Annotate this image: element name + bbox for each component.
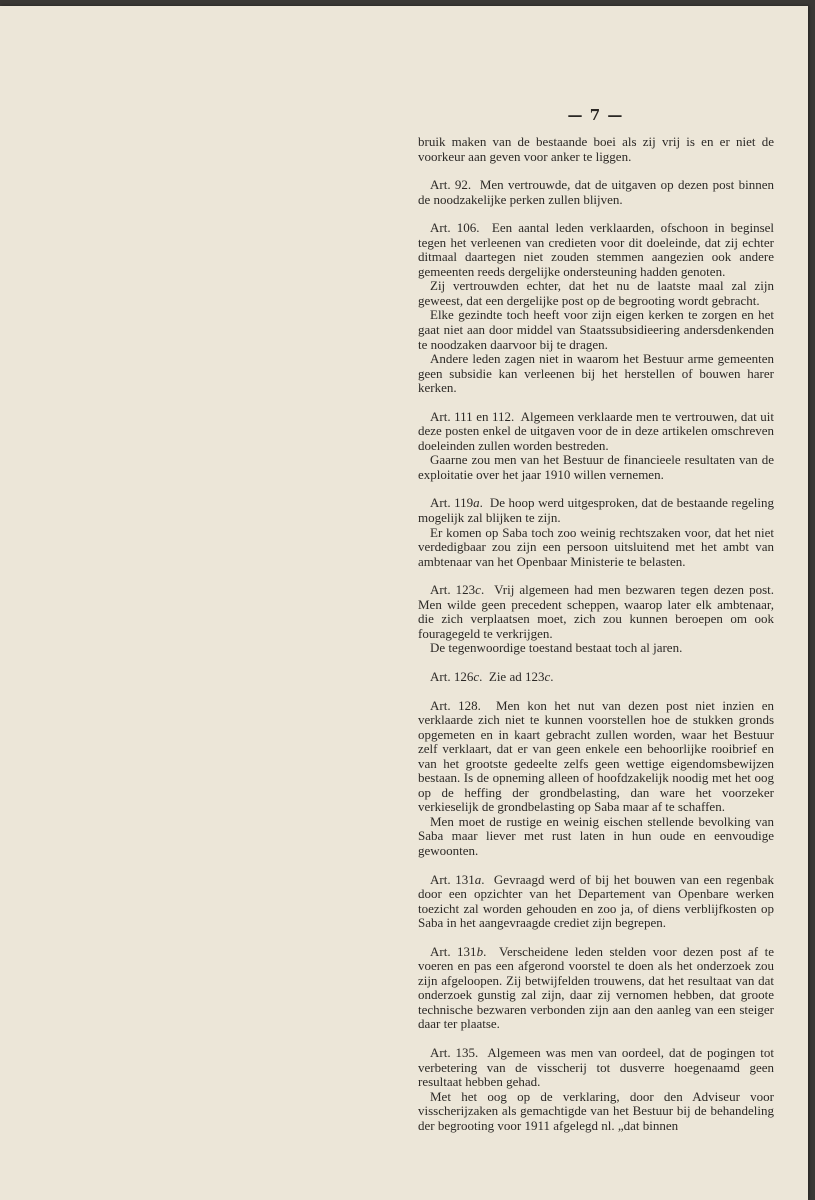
section-art-131a <box>418 873 774 931</box>
section-art-123c <box>418 583 774 656</box>
paragraph: Er komen op Saba toch zoo weinig rechtszaken voor, dat het niet verdedigbaar zou zijn een persoon uitsluitend met het ambt van ambtenaar van het Openbaar Ministerie te belasten. <box>418 524 774 569</box>
paragraph: Art. 128. Men kon het nut van dezen post niet inzien en verklaarde zich niet te kunnen voorstellen hoe de stukken gronds opgemeten en in kaart gebracht zullen worden, waar het Bestuur zelf verklaart, dat er van geen enkele een behoorlijke rooibrief en van het grootste gedeelte zelfs geen wettige eigendomsbewijzen bestaan. Is de opneming alleen of hoofdzakelijk noodig met het oog op de heffing der grondbelasting, dan ware het voorzeker verkieselijk de grondbelasting op Saba maar af te schaffen. <box>418 697 774 815</box>
paragraph: Men moet de rustige en weinig eischen stellende bevolking van Saba maar liever met rust laten in hun oude en eenvoudige gewoonten. <box>418 813 774 858</box>
paragraph: Art. 119a. De hoop werd uitgesproken, dat de bestaande regeling mogelijk zal blijken te zijn. <box>418 495 774 526</box>
paragraph: Art. 135. Algemeen was men van oordeel, dat de pogingen tot verbetering van de visscherij tot dusverre hoegenaamd geen resultaat hebben gehad. <box>418 1044 774 1090</box>
paragraph <box>418 670 774 685</box>
article-heading: Art. 123c. <box>430 582 485 598</box>
section-art-128 <box>418 699 774 859</box>
article-heading: Art. 128. <box>430 697 481 713</box>
paragraph: Art. 106. Een aantal leden verklaarden, ofschoon in beginsel tegen het verleenen van credieten voor dit doeleinde, dat zij echter ditmaal daartegen niet zouden stemmen aangezien ook andere gemeenten reeds dergelijke ondersteuning hadden genoten. <box>418 220 775 279</box>
paragraph: De tegenwoordige toestand bestaat toch al jaren. <box>430 640 683 656</box>
section-art-119a <box>418 496 774 569</box>
section-art-135 <box>418 1046 774 1133</box>
article-heading: Art. 131a. <box>430 871 485 887</box>
paragraph: Gaarne zou men van het Bestuur de financieele resultaten van de exploitatie over het jaar 1910 willen vernemen. <box>418 452 774 482</box>
paragraph: Art. 92. Men vertrouwde, dat de uitgaven op dezen post binnen de noodzakelijke perken zullen blijven. <box>418 177 774 207</box>
document-page <box>0 6 808 1200</box>
paragraph: Elke gezindte toch heeft voor zijn eigen kerken te zorgen en het gaat niet aan door middel van Staatssubsidieering andersdenkenden te noodzaken daarvoor bij te dragen. <box>418 307 774 352</box>
section-art-106 <box>418 221 774 396</box>
paragraph: Art. 123c. Vrij algemeen had men bezwaren tegen dezen post. Men wilde geen precedent scheppen, waarop later elk ambtenaar, die zich verplaatsen moet, zich zou kunnen beroepen om ook fouragegeld te verkrijgen. <box>418 582 775 641</box>
section-art-111-112 <box>418 410 774 483</box>
paragraph: bruik maken van de bestaande boei als zij vrij is en er niet de voorkeur aan geven voor anker te liggen. <box>418 134 774 164</box>
cross-reference: Zie ad 123c. <box>488 668 554 684</box>
page-number: — 7 — <box>567 106 624 124</box>
article-heading: Art. 131b. <box>430 943 487 959</box>
section-art-126c <box>418 670 774 685</box>
section-continuation <box>418 135 774 164</box>
document-body <box>418 135 774 1147</box>
article-heading: Art. 111 en 112. <box>430 408 515 424</box>
paragraph: Met het oog op de verklaring, door den Adviseur voor visscherijzaken als gemachtigde van het Bestuur bij de behandeling der begrooting voor 1911 afgelegd nl. „dat binnen <box>418 1088 774 1133</box>
section-art-92 <box>418 178 774 207</box>
article-heading: Art. 106. <box>430 220 480 236</box>
paragraph: Zij vertrouwden echter, dat het nu de laatste maal zal zijn geweest, dat een dergelijke post op de begrooting wordt gebracht. <box>418 278 774 308</box>
paragraph: Art. 111 en 112. Algemeen verklaarde men te vertrouwen, dat uit deze posten enkel de uitgaven voor de in deze artikelen omschreven doeleinden zullen worden bestreden. <box>418 408 774 453</box>
paragraph: Andere leden zagen niet in waarom het Bestuur arme gemeenten geen subsidie kan verleenen bij het herstellen of bouwen harer kerken. <box>418 351 774 396</box>
article-heading: Art. 135. <box>430 1044 479 1060</box>
paragraph: Art. 131a. Gevraagd werd of bij het bouwen van een regenbak door een opzichter van het Departement van Openbare werken toezicht zal worden gehouden en zoo ja, of diens verblijfkosten op Saba in het aangevraagde crediet zijn begrepen. <box>418 871 775 931</box>
article-heading: Art. 92. <box>430 177 472 193</box>
section-art-131b <box>418 945 774 1032</box>
article-heading: Art. 119a. <box>430 495 483 511</box>
paragraph: Art. 131b. Verscheidene leden stelden voor dezen post af te voeren en pas een afgerond voorstel te doen als het onderzoek zou zijn afgeloopen. Zij betwijfelden trouwens, dat het resultaat van dat onderzoek gunstig zal zijn, daar zij vernomen hebben, dat groote technische bezwaren verbonden zijn aan den aanleg van een steiger daar ter plaatse. <box>418 943 774 1032</box>
article-heading: Art. 126c. <box>430 668 483 684</box>
